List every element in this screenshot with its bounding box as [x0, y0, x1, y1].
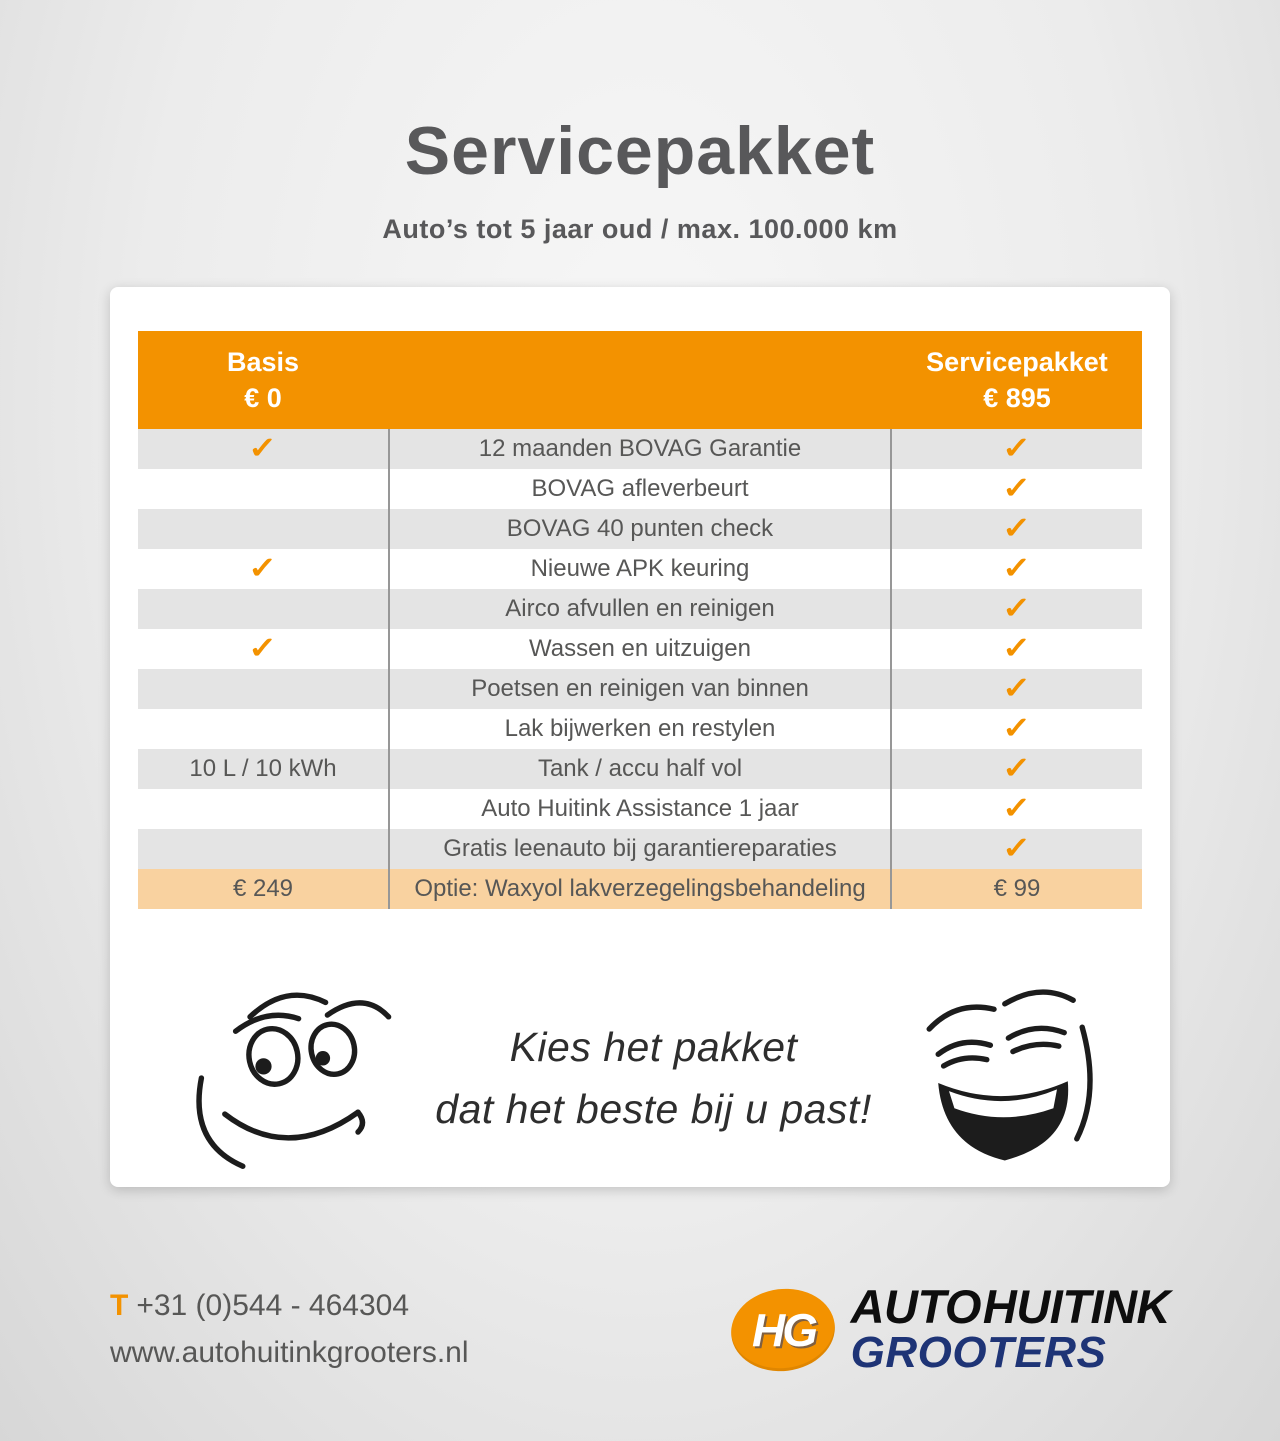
check-icon: ✓ [1002, 511, 1032, 545]
feature-cell: Tank / accu half vol [388, 749, 892, 789]
fun-area [138, 909, 1142, 1185]
basis-cell [138, 789, 388, 829]
service-cell [892, 789, 1142, 829]
check-icon: ✓ [1002, 591, 1032, 625]
feature-cell: Lak bijwerken en restylen [388, 709, 892, 749]
phone-number: +31 (0)544 - 464304 [136, 1289, 410, 1322]
table-row [138, 469, 1142, 509]
service-cell [892, 629, 1142, 669]
basis-cell [138, 589, 388, 629]
basis-title: Basis [226, 347, 300, 377]
basis-cell [138, 829, 388, 869]
feature-cell: Auto Huitink Assistance 1 jaar [388, 789, 892, 829]
smiley-face-left-icon [178, 977, 403, 1180]
basis-cell [138, 709, 388, 749]
company-logo [731, 1280, 1170, 1378]
service-cell [892, 669, 1142, 709]
smiley-face-right-icon [904, 973, 1102, 1185]
check-icon: ✓ [1002, 751, 1032, 785]
header-servicepakket [892, 344, 1142, 417]
table-row [138, 749, 1142, 789]
basis-cell [138, 469, 388, 509]
table-row [138, 429, 1142, 469]
comparison-table [138, 331, 1142, 909]
basis-cell: 10 L / 10 kWh [189, 754, 337, 782]
check-icon: ✓ [248, 551, 278, 585]
table-row [138, 549, 1142, 589]
basis-cell [138, 509, 388, 549]
service-cell [892, 829, 1142, 869]
brand-line1 [850, 1280, 1170, 1334]
feature-cell: BOVAG 40 punten check [388, 509, 892, 549]
check-icon: ✓ [1002, 431, 1032, 465]
service-cell [892, 709, 1142, 749]
service-cell [892, 429, 1142, 469]
check-icon: ✓ [1002, 671, 1032, 705]
table-row [138, 589, 1142, 629]
service-cell [892, 469, 1142, 509]
service-card [110, 287, 1170, 1187]
feature-cell: BOVAG afleverbeurt [388, 469, 892, 509]
basis-cell [138, 669, 388, 709]
feature-cell: Optie: Waxyol lakverzegelingsbehandeling [388, 869, 892, 909]
brand-text [850, 1280, 1170, 1378]
check-icon: ✓ [1002, 631, 1032, 665]
slogan [435, 1017, 871, 1140]
basis-cell [138, 429, 388, 469]
table-row [138, 869, 1142, 909]
check-icon: ✓ [1002, 551, 1032, 585]
feature-cell: 12 maanden BOVAG Garantie [388, 429, 892, 469]
basis-cell [138, 629, 388, 669]
check-icon: ✓ [248, 631, 278, 665]
page-title: Servicepakket [404, 113, 876, 189]
basis-cell: € 249 [232, 874, 294, 902]
check-icon: ✓ [1002, 831, 1032, 865]
basis-price: € 0 [244, 383, 282, 414]
basis-cell [138, 549, 388, 589]
table-body [138, 429, 1142, 909]
brand-grooters: GROOTERS [850, 1328, 1107, 1378]
check-icon: ✓ [1002, 471, 1032, 505]
service-cell: € 99 [993, 874, 1041, 902]
brand-huitink: HUITINK [982, 1280, 1170, 1334]
slogan-line2: dat het beste bij u past! [435, 1085, 872, 1132]
servicepakket-price: € 895 [983, 383, 1051, 414]
page-subtitle: Auto’s tot 5 jaar oud / max. 100.000 km [382, 214, 898, 244]
feature-cell: Airco afvullen en reinigen [388, 589, 892, 629]
slogan-line1: Kies het pakket [509, 1024, 798, 1071]
brand-auto: AUTO [850, 1280, 981, 1334]
service-cell [892, 549, 1142, 589]
service-cell [892, 589, 1142, 629]
feature-cell: Wassen en uitzuigen [388, 629, 892, 669]
servicepakket-title: Servicepakket [926, 347, 1108, 377]
header-block [0, 0, 1280, 245]
logo-monogram-icon: HG [726, 1282, 839, 1376]
table-row [138, 789, 1142, 829]
feature-cell: Gratis leenauto bij garantiereparaties [388, 829, 892, 869]
service-cell [892, 509, 1142, 549]
table-row [138, 709, 1142, 749]
check-icon: ✓ [1002, 711, 1032, 745]
feature-cell: Nieuwe APK keuring [388, 549, 892, 589]
table-row [138, 829, 1142, 869]
check-icon: ✓ [248, 431, 278, 465]
table-row [138, 629, 1142, 669]
service-cell [892, 749, 1142, 789]
feature-cell: Poetsen en reinigen van binnen [388, 669, 892, 709]
table-header [138, 331, 1142, 429]
table-row [138, 669, 1142, 709]
header-spacer [388, 344, 892, 417]
website-url: www.autohuitinkgrooters.nl [110, 1335, 469, 1369]
header-basis [138, 344, 388, 417]
contact-block [110, 1283, 469, 1376]
table-row [138, 509, 1142, 549]
phone-line [110, 1283, 469, 1330]
check-icon: ✓ [1002, 791, 1032, 825]
footer [110, 1280, 1170, 1378]
phone-label: T [110, 1289, 129, 1322]
